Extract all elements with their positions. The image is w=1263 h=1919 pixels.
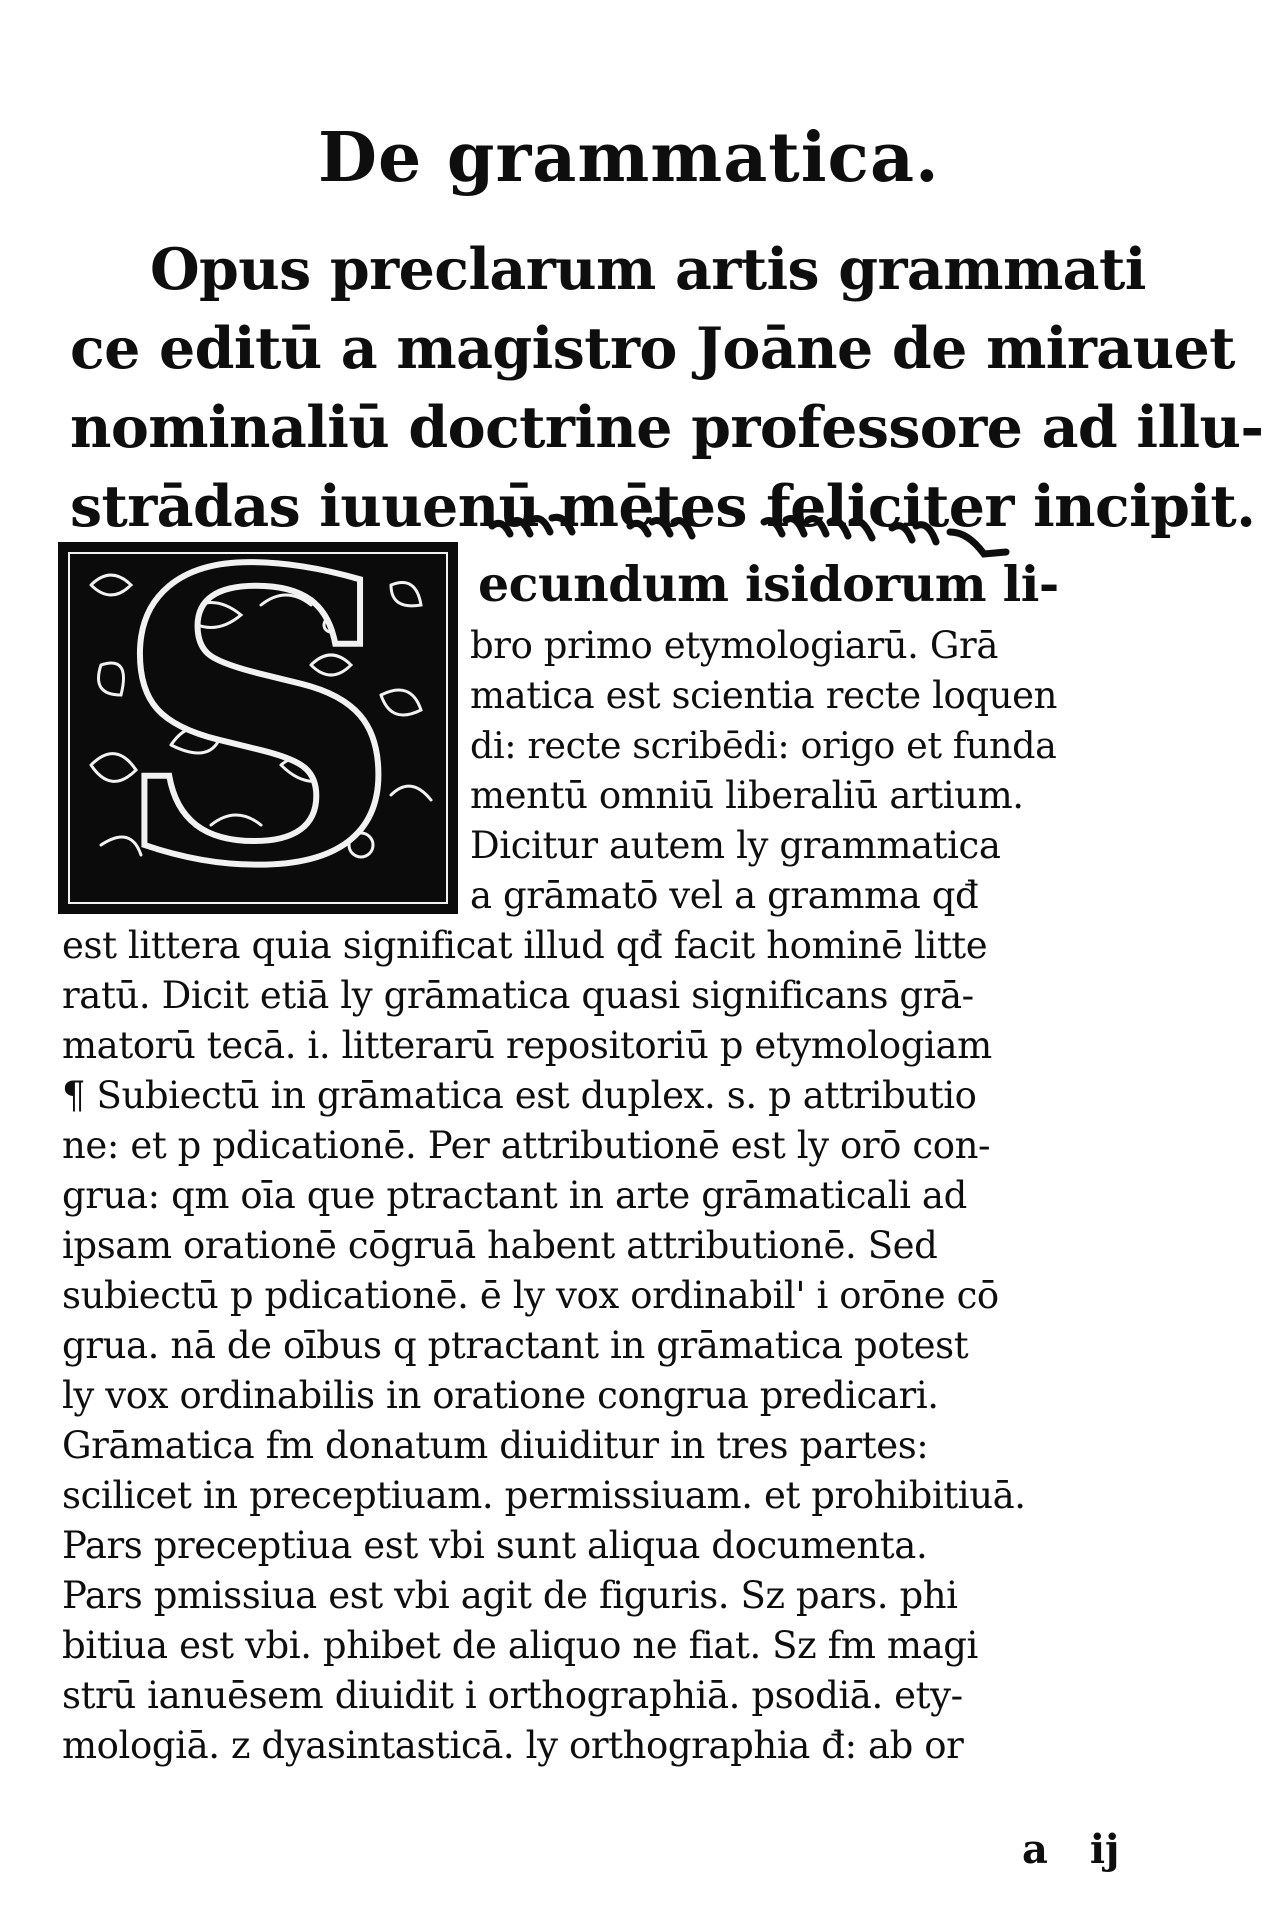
text-line: ¶ Subiectū in grāmatica est duplex. s. p attributio [62, 1074, 977, 1117]
text-line: scilicet in preceptiuam. permissiuam. et prohibitiuā. [62, 1474, 1026, 1517]
text-line: mentū omniū liberaliū artium. [470, 774, 1024, 817]
text-line: bro primo etymologiarū. Grā [470, 624, 998, 667]
text-line: a grāmatō vel a gramma qđ [470, 874, 979, 917]
incipit-line: ce editū a magistro Joāne de mirauet [70, 315, 1235, 382]
text-line: Pars preceptiua est vbi sunt aliqua documenta. [62, 1524, 928, 1567]
decorated-initial [58, 484, 458, 954]
text-line: matorū tecā. i. litterarū repositoriū p etymologiam [62, 1024, 992, 1067]
text-line: di: recte scribēdi: origo et funda [470, 724, 1057, 767]
text-line: mologiā. z dyasintasticā. ly orthographia đ: ab or [62, 1724, 964, 1767]
signature-mark: a ij [1022, 1826, 1120, 1873]
incipit-line: strādas iuuenū mētes feliciter incipit. [70, 473, 1256, 540]
incipit-line: Opus preclarum artis grammati [150, 236, 1146, 303]
text-line: ly vox ordinabilis in oratione congrua predicari. [62, 1374, 939, 1417]
text-line: Dicitur autem ly grammatica [470, 824, 1001, 867]
text-line: ne: et p pdicationē. Per attributionē est ly orō con- [62, 1124, 991, 1167]
page-title: De grammatica. [318, 118, 940, 198]
text-line: strū ianuēsem diuidit i orthographiā. psodiā. ety- [62, 1674, 963, 1717]
text-line: ipsam orationē cōgruā habent attributionē. Sed [62, 1224, 938, 1267]
text-line: bitiua est vbi. phibet de aliquo ne fiat. Sz fm magi [62, 1624, 978, 1667]
text-line: ecundum isidorum li- [478, 555, 1059, 613]
text-line: ratū. Dicit etiā ly grāmatica quasi significans grā- [62, 974, 974, 1017]
text-line: matica est scientia recte loquen [470, 674, 1058, 717]
text-line: grua: qm oīa que ptractant in arte grāmaticali ad [62, 1174, 967, 1217]
text-line: est littera quia significat illud qđ facit hominē litte [62, 924, 988, 967]
initial-letter: S [113, 484, 403, 954]
text-line: Grāmatica fm donatum diuiditur in tres partes: [62, 1424, 929, 1467]
text-line: grua. nā de oībus q ptractant in grāmatica potest [62, 1324, 969, 1367]
incipit-line: nominaliū doctrine professore ad illu- [70, 394, 1263, 461]
text-line: Pars pmissiua est vbi agit de figuris. Sz pars. phi [62, 1574, 958, 1617]
text-line: subiectū p pdicationē. ē ly vox ordinabil' i orōne cō [62, 1274, 999, 1317]
